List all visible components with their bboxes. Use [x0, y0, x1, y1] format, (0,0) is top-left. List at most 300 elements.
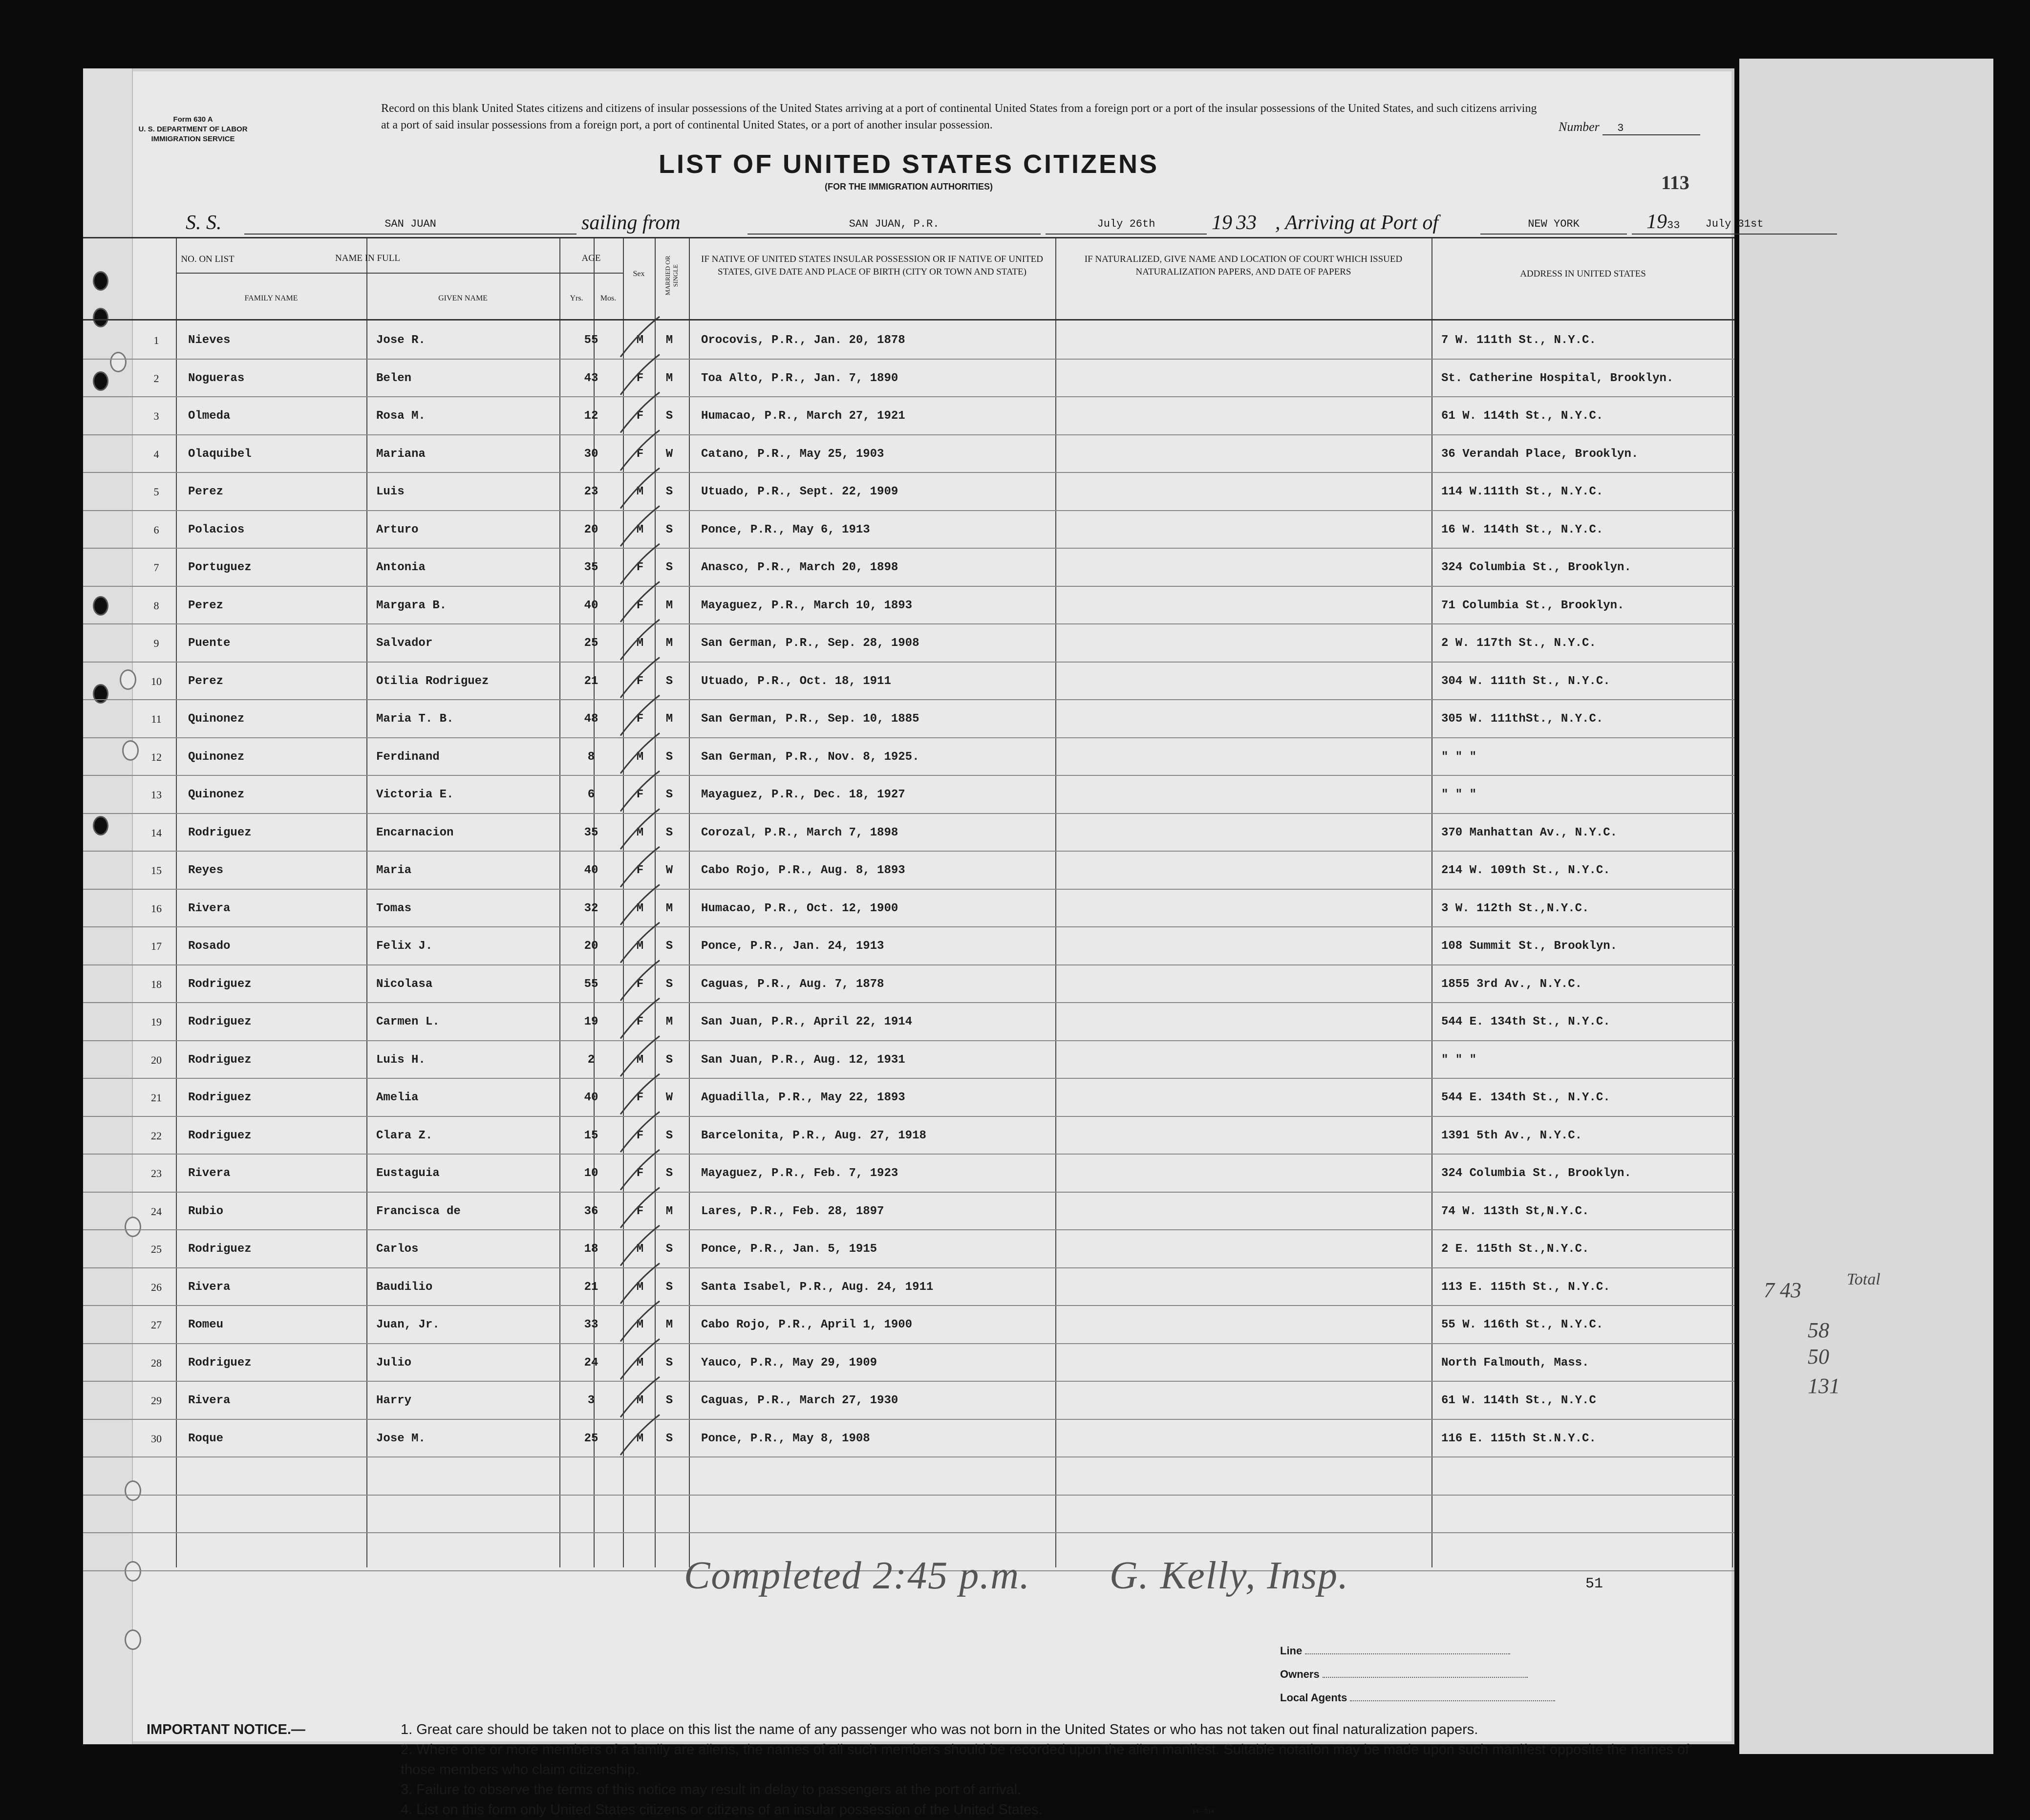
- sex: F: [636, 864, 644, 877]
- birth-info: Aguadilla, P.R., May 22, 1893: [701, 1091, 905, 1104]
- given-name: Jose M.: [376, 1432, 426, 1445]
- birth-info: Mayaguez, P.R., Feb. 7, 1923: [701, 1167, 898, 1180]
- family-name: Perez: [188, 485, 224, 498]
- sex: M: [636, 637, 644, 650]
- sex: F: [636, 674, 644, 688]
- family-name: Olaquibel: [188, 447, 252, 461]
- ss-label: S. S.: [186, 212, 222, 234]
- check-stroke: [620, 582, 660, 622]
- sex: F: [636, 977, 644, 991]
- family-name: Romeu: [188, 1318, 224, 1331]
- check-stroke: [620, 922, 660, 963]
- marital-status: M: [665, 712, 673, 726]
- age-years: 8: [587, 750, 595, 764]
- age-years: 36: [584, 1204, 598, 1218]
- header-naturalized: IF NATURALIZED, GIVE NAME AND LOCATION OF COURT WHICH ISSUED NATURALIZATION PAPERS, AND DATE OF PAPERS: [1084, 254, 1403, 277]
- marital-status: W: [665, 864, 673, 877]
- row-number: 12: [151, 750, 162, 763]
- family-name: Reyes: [188, 864, 224, 877]
- row-number: 14: [151, 826, 162, 839]
- form-identifier: [129, 115, 256, 144]
- sex: M: [636, 1242, 644, 1256]
- age-years: 10: [584, 1167, 598, 1180]
- us-address: 1391 5th Av., N.Y.C.: [1441, 1129, 1582, 1142]
- check-marks: [83, 238, 1734, 1567]
- marital-status: S: [665, 1053, 673, 1067]
- check-stroke: [620, 468, 660, 509]
- sex: F: [636, 561, 644, 574]
- age-years: 55: [584, 977, 598, 991]
- row-number: 16: [151, 902, 162, 915]
- sex: F: [636, 371, 644, 385]
- arrival-year-prefix: 19: [1646, 211, 1667, 233]
- header-name-in-full: NAME IN FULL: [335, 253, 400, 263]
- line-label: Line: [1280, 1645, 1303, 1657]
- age-years: 20: [584, 523, 598, 536]
- us-address: 36 Verandah Place, Brooklyn.: [1441, 447, 1639, 461]
- manifest-page: [83, 68, 1764, 1818]
- sex: M: [636, 523, 644, 536]
- given-name: Luis: [376, 485, 405, 498]
- age-years: 20: [584, 940, 598, 953]
- birth-info: Yauco, P.R., May 29, 1909: [701, 1356, 877, 1370]
- notice-item: 3. Failure to observe the terms of this notice may result in delay to passengers at the port of arrival.: [401, 1782, 1022, 1798]
- marital-status: S: [665, 1167, 673, 1180]
- service-name: IMMIGRATION SERVICE: [151, 135, 235, 143]
- departure-port: SAN JUAN, P.R.: [748, 215, 1041, 235]
- marital-status: M: [665, 334, 673, 347]
- family-name: Rodriguez: [188, 1053, 252, 1067]
- family-name: Rivera: [188, 1280, 231, 1294]
- given-name: Victoria E.: [376, 788, 454, 801]
- age-years: 25: [584, 637, 598, 650]
- family-name: Perez: [188, 674, 224, 688]
- birth-info: Mayaguez, P.R., Dec. 18, 1927: [701, 788, 905, 801]
- given-name: Carlos: [376, 1242, 419, 1256]
- sex: M: [636, 1318, 644, 1331]
- ship-name: SAN JUAN: [244, 215, 577, 235]
- side-total-label: Total: [1847, 1270, 1880, 1288]
- header-age: AGE: [581, 253, 601, 263]
- owners-field: [1280, 1663, 1555, 1686]
- sex: M: [636, 1356, 644, 1370]
- age-years: 23: [584, 485, 598, 498]
- header-family-name: FAMILY NAME: [244, 294, 298, 302]
- given-name: Antonia: [376, 561, 426, 574]
- header-sex: Sex: [633, 270, 645, 278]
- local-agents-field: [1280, 1686, 1555, 1710]
- page-subtitle: (FOR THE IMMIGRATION AUTHORITIES): [825, 182, 993, 192]
- notice-items: [401, 1720, 1720, 1820]
- tally-value: 131: [1808, 1374, 1840, 1398]
- us-address: St. Catherine Hospital, Brooklyn.: [1441, 371, 1674, 385]
- marital-status: S: [665, 1394, 673, 1407]
- family-name: Rodriguez: [188, 826, 252, 839]
- marital-status: S: [665, 485, 673, 498]
- row-number: 20: [151, 1053, 162, 1066]
- given-name: Juan, Jr.: [376, 1318, 440, 1331]
- header-mos: Mos.: [600, 294, 617, 302]
- us-address: 2 E. 115th St.,N.Y.C.: [1441, 1242, 1589, 1256]
- age-years: 3: [587, 1394, 595, 1407]
- family-name: Rodriguez: [188, 1091, 252, 1104]
- owners-blank: [1323, 1677, 1528, 1678]
- check-stroke: [620, 847, 660, 887]
- arriving-label: , Arriving at Port of: [1275, 212, 1439, 234]
- us-address: 324 Columbia St., Brooklyn.: [1441, 1167, 1631, 1180]
- sex: M: [636, 1394, 644, 1407]
- marital-status: M: [665, 1204, 673, 1218]
- departure-date: July 26th: [1046, 215, 1207, 235]
- us-address: 544 E. 134th St., N.Y.C.: [1441, 1091, 1610, 1104]
- given-name: Margara B.: [376, 599, 447, 612]
- given-name: Encarnacion: [376, 826, 454, 839]
- notice-label: IMPORTANT NOTICE.—: [147, 1722, 305, 1737]
- header-native-birth: IF NATIVE OF UNITED STATES INSULAR POSSESSION OR IF NATIVE OF UNITED STATES, GIVE DATE AND PLACE OF BIRTH (CITY OR TOWN AND STATE): [701, 254, 1043, 277]
- header-yrs: Yrs.: [570, 294, 583, 302]
- row-number: 18: [151, 978, 162, 990]
- marital-status: S: [665, 674, 673, 688]
- age-years: 15: [584, 1129, 598, 1142]
- family-name: Puente: [188, 637, 231, 650]
- check-stroke: [620, 317, 660, 357]
- birth-info: San German, P.R., Sep. 28, 1908: [701, 637, 919, 650]
- tally-value: 58: [1808, 1318, 1829, 1342]
- given-name: Jose R.: [376, 334, 426, 347]
- sex: M: [636, 1053, 644, 1067]
- family-name: Rodriguez: [188, 1129, 252, 1142]
- row-number: 9: [153, 637, 159, 649]
- row-number: 10: [151, 675, 162, 687]
- marital-status: S: [665, 788, 673, 801]
- check-stroke: [620, 1112, 660, 1153]
- check-stroke: [620, 1150, 660, 1190]
- birth-info: Humacao, P.R., Oct. 12, 1900: [701, 901, 898, 915]
- sex: F: [636, 788, 644, 801]
- birth-info: San Juan, P.R., April 22, 1914: [701, 1015, 913, 1028]
- given-name: Eustaguia: [376, 1167, 440, 1180]
- given-name: Harry: [376, 1394, 412, 1407]
- family-name: Rivera: [188, 901, 231, 915]
- check-stroke: [620, 355, 660, 395]
- birth-info: Orocovis, P.R., Jan. 20, 1878: [701, 334, 905, 347]
- us-address: 214 W. 109th St., N.Y.C.: [1441, 864, 1610, 877]
- row-number: 11: [151, 713, 162, 725]
- passenger-table: [83, 237, 1734, 1567]
- marital-status: S: [665, 1280, 673, 1294]
- given-name: Francisca de: [376, 1204, 461, 1218]
- us-address: " " ": [1441, 750, 1477, 764]
- arrival-port: NEW YORK: [1480, 215, 1627, 235]
- departure-year: 33: [1236, 212, 1257, 234]
- age-years: 32: [584, 901, 598, 915]
- given-name: Salvador: [376, 637, 433, 650]
- family-name: Rodriguez: [188, 1356, 252, 1370]
- row-number: 30: [151, 1432, 162, 1445]
- family-name: Nieves: [188, 334, 231, 347]
- given-name: Rosa M.: [376, 409, 426, 423]
- given-name: Nicolasa: [376, 977, 433, 991]
- sex: M: [636, 940, 644, 953]
- age-years: 19: [584, 1015, 598, 1028]
- age-years: 33: [584, 1318, 598, 1331]
- birth-info: Utuado, P.R., Oct. 18, 1911: [701, 674, 891, 688]
- check-stroke: [620, 1301, 660, 1342]
- birth-info: Ponce, P.R., May 6, 1913: [701, 523, 870, 536]
- us-address: 544 E. 134th St., N.Y.C.: [1441, 1015, 1610, 1028]
- check-stroke: [620, 392, 660, 433]
- row-number: 7: [153, 561, 159, 574]
- owners-label: Owners: [1280, 1668, 1320, 1680]
- us-address: 3 W. 112th St.,N.Y.C.: [1441, 901, 1589, 915]
- age-years: 2: [587, 1053, 595, 1067]
- sailing-label: sailing from: [581, 212, 681, 234]
- family-name: Rivera: [188, 1167, 231, 1180]
- sex: M: [636, 901, 644, 915]
- sex: F: [636, 447, 644, 461]
- local-agents-blank: [1350, 1700, 1555, 1701]
- age-years: 6: [587, 788, 595, 801]
- marital-status: S: [665, 750, 673, 764]
- age-years: 40: [584, 864, 598, 877]
- age-years: 40: [584, 1091, 598, 1104]
- family-name: Rubio: [188, 1204, 224, 1218]
- age-years: 43: [584, 371, 598, 385]
- marital-status: S: [665, 561, 673, 574]
- row-number: 21: [151, 1092, 162, 1104]
- header-married-single: MARRIED OR SINGLE: [664, 256, 679, 296]
- family-name: Olmeda: [188, 409, 231, 423]
- given-name: Maria T. B.: [376, 712, 454, 726]
- check-stroke: [620, 1339, 660, 1380]
- completed-time: Completed 2:45 p.m.: [684, 1554, 1031, 1597]
- check-stroke: [620, 998, 660, 1039]
- check-stroke: [620, 430, 660, 471]
- row-number: 29: [151, 1394, 162, 1407]
- birth-info: Utuado, P.R., Sept. 22, 1909: [701, 485, 898, 498]
- sex: M: [636, 750, 644, 764]
- arrival-year: [1646, 210, 1680, 234]
- us-address: 74 W. 113th St,N.Y.C.: [1441, 1204, 1589, 1218]
- given-name: Maria: [376, 864, 412, 877]
- check-stroke: [620, 506, 660, 547]
- line-blank: [1305, 1653, 1510, 1654]
- age-years: 30: [584, 447, 598, 461]
- row-number: 19: [151, 1016, 162, 1028]
- row-number: 28: [151, 1356, 162, 1369]
- local-agents-label: Local Agents: [1280, 1692, 1347, 1704]
- tally-value: 50: [1808, 1345, 1829, 1369]
- age-years: 25: [584, 1432, 598, 1445]
- family-name: Quinonez: [188, 712, 245, 726]
- marital-status: M: [665, 599, 673, 612]
- form-instruction: Record on this blank United States citizens and citizens of insular possessions of the United States arriving at a port of continental United States from a foreign port or a port of the insular possessions of the United States, and such citizens arriving at a port of said insular possessions from a foreign port, a port of continental United States, or a port of another insular possession.: [381, 102, 1537, 131]
- agents-block: [1280, 1639, 1555, 1710]
- sex: M: [636, 826, 644, 839]
- family-name: Quinonez: [188, 788, 245, 801]
- age-years: 12: [584, 409, 598, 423]
- check-stroke: [620, 1415, 660, 1456]
- row-number: 23: [151, 1167, 162, 1179]
- given-name: Mariana: [376, 447, 426, 461]
- us-address: " " ": [1441, 788, 1477, 801]
- marital-status: S: [665, 940, 673, 953]
- family-name: Rodriguez: [188, 1242, 252, 1256]
- row-number: 2: [153, 372, 159, 385]
- age-years: 24: [584, 1356, 598, 1370]
- us-address: 113 E. 115th St., N.Y.C.: [1441, 1280, 1610, 1294]
- row-number: 22: [151, 1129, 162, 1142]
- check-stroke: [620, 620, 660, 660]
- page-number: 113: [1661, 171, 1689, 193]
- row-number: 17: [151, 940, 162, 952]
- age-years: 21: [584, 674, 598, 688]
- birth-info: Lares, P.R., Feb. 28, 1897: [701, 1204, 884, 1218]
- marital-status: S: [665, 409, 673, 423]
- family-name: Perez: [188, 599, 224, 612]
- marital-status: M: [665, 371, 673, 385]
- marital-status: M: [665, 637, 673, 650]
- row-number: 25: [151, 1243, 162, 1255]
- given-name: Amelia: [376, 1091, 419, 1104]
- us-address: 108 Summit St., Brooklyn.: [1441, 940, 1618, 953]
- row-number: 5: [153, 486, 159, 498]
- marital-status: W: [665, 1091, 673, 1104]
- arrival-year-value: 33: [1667, 219, 1680, 232]
- given-name: Belen: [376, 371, 412, 385]
- age-years: 35: [584, 826, 598, 839]
- birth-info: Barcelonita, P.R., Aug. 27, 1918: [701, 1129, 926, 1142]
- birth-info: San Juan, P.R., Aug. 12, 1931: [701, 1053, 905, 1067]
- sex: M: [636, 485, 644, 498]
- check-stroke: [620, 695, 660, 736]
- header-no: NO. ON LIST: [181, 254, 235, 264]
- given-name: Carmen L.: [376, 1015, 440, 1028]
- us-address: 2 W. 117th St., N.Y.C.: [1441, 637, 1596, 650]
- us-address: North Falmouth, Mass.: [1441, 1356, 1589, 1370]
- marital-status: S: [665, 826, 673, 839]
- age-years: 48: [584, 712, 598, 726]
- check-stroke: [620, 544, 660, 584]
- check-stroke: [620, 1377, 660, 1417]
- marital-status: M: [665, 901, 673, 915]
- check-stroke: [620, 885, 660, 925]
- given-name: Arturo: [376, 523, 419, 536]
- sex: F: [636, 1015, 644, 1028]
- us-address: 305 W. 111thSt., N.Y.C.: [1441, 712, 1603, 726]
- birth-info: Corozal, P.R., March 7, 1898: [701, 826, 898, 839]
- marital-status: S: [665, 1356, 673, 1370]
- row-number: 1: [153, 334, 159, 346]
- form-code: 14—314: [1192, 1808, 1215, 1815]
- us-address: 324 Columbia St., Brooklyn.: [1441, 561, 1631, 574]
- tally-value: 7 43: [1764, 1278, 1801, 1302]
- us-address: 304 W. 111th St., N.Y.C.: [1441, 674, 1610, 688]
- sex: F: [636, 409, 644, 423]
- birth-info: Ponce, P.R., Jan. 24, 1913: [701, 940, 884, 953]
- sex: F: [636, 1129, 644, 1142]
- birth-info: Cabo Rojo, P.R., Aug. 8, 1893: [701, 864, 905, 877]
- check-stroke: [620, 658, 660, 698]
- sex: M: [636, 334, 644, 347]
- given-name: Clara Z.: [376, 1129, 433, 1142]
- us-address: 370 Manhattan Av., N.Y.C.: [1441, 826, 1618, 839]
- row-number: 26: [151, 1281, 162, 1293]
- family-name: Quinonez: [188, 750, 245, 764]
- check-stroke: [620, 771, 660, 812]
- us-address: 71 Columbia St., Brooklyn.: [1441, 599, 1624, 612]
- family-name: Rosado: [188, 940, 231, 953]
- line-field: [1280, 1639, 1555, 1663]
- row-number: 8: [153, 599, 159, 612]
- row-number: 27: [151, 1319, 162, 1331]
- row-number: 6: [153, 523, 159, 536]
- birth-info: Humacao, P.R., March 27, 1921: [701, 409, 905, 423]
- sex: M: [636, 1432, 644, 1445]
- marital-status: M: [665, 1318, 673, 1331]
- given-name: Baudilio: [376, 1280, 433, 1294]
- check-stroke: [620, 1036, 660, 1077]
- row-number: 13: [151, 789, 162, 801]
- notice-item: 1. Great care should be taken not to place on this list the name of any passenger who was not born in the United States or who has not taken out final naturalization papers.: [401, 1722, 1478, 1737]
- page-count: 51: [1585, 1576, 1603, 1592]
- birth-info: San German, P.R., Sep. 10, 1885: [701, 712, 919, 726]
- completion-note: [684, 1554, 1349, 1598]
- birth-info: Toa Alto, P.R., Jan. 7, 1890: [701, 371, 898, 385]
- number-value: 3: [1603, 122, 1700, 135]
- check-stroke: [620, 1188, 660, 1228]
- inspector-signature: G. Kelly, Insp.: [1110, 1554, 1349, 1597]
- year-prefix: 19: [1212, 212, 1232, 234]
- header-given-name: GIVEN NAME: [438, 294, 488, 302]
- check-stroke: [620, 733, 660, 774]
- list-number: [1559, 120, 1700, 135]
- side-tally: [1764, 1270, 1840, 1406]
- check-stroke: [620, 1263, 660, 1304]
- number-label: Number: [1559, 120, 1600, 134]
- department-name: U. S. DEPARTMENT OF LABOR: [138, 125, 248, 133]
- marital-status: W: [665, 447, 673, 461]
- family-name: Portuguez: [188, 561, 252, 574]
- given-name: Felix J.: [376, 940, 433, 953]
- sex: F: [636, 1091, 644, 1104]
- birth-info: Ponce, P.R., May 8, 1908: [701, 1432, 870, 1445]
- us-address: 55 W. 116th St., N.Y.C.: [1441, 1318, 1603, 1331]
- birth-info: Caguas, P.R., Aug. 7, 1878: [701, 977, 884, 991]
- age-years: 55: [584, 334, 598, 347]
- us-address: 114 W.111th St., N.Y.C.: [1441, 485, 1603, 498]
- reinforcement-ring: [125, 1629, 141, 1650]
- given-name: Tomas: [376, 901, 412, 915]
- row-number: 3: [153, 410, 159, 422]
- age-years: 18: [584, 1242, 598, 1256]
- us-address: 116 E. 115th St.N.Y.C.: [1441, 1432, 1596, 1445]
- birth-info: San German, P.R., Nov. 8, 1925.: [701, 750, 919, 764]
- sex: F: [636, 599, 644, 612]
- notice-item: 2. Where one or more members of a family are aliens, the names of all such members should be recorded upon the alien manifest. Suitable notation may be made upon such manifest opposite the names of those members who claim citizenship.: [401, 1742, 1689, 1777]
- given-name: Julio: [376, 1356, 412, 1370]
- header-address: ADDRESS IN UNITED STATES: [1520, 269, 1646, 279]
- birth-info: Mayaguez, P.R., March 10, 1893: [701, 599, 913, 612]
- us-address: " " ": [1441, 1053, 1477, 1067]
- given-name: Ferdinand: [376, 750, 440, 764]
- marital-status: S: [665, 977, 673, 991]
- form-number: Form 630 A: [173, 115, 213, 124]
- voyage-line: [186, 205, 1764, 235]
- marital-status: S: [665, 1432, 673, 1445]
- family-name: Polacios: [188, 523, 245, 536]
- age-years: 40: [584, 599, 598, 612]
